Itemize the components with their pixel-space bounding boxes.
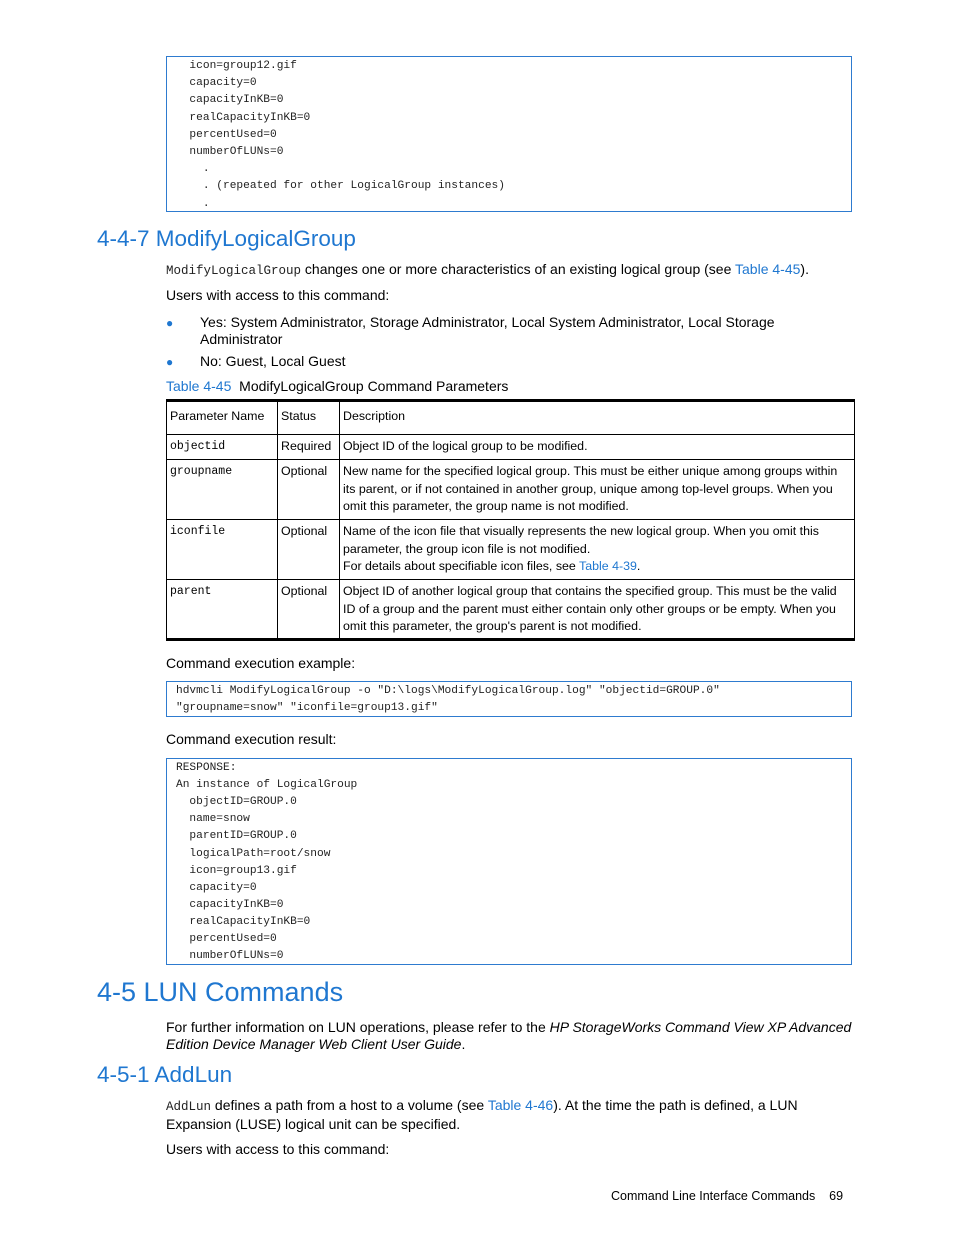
param-name: groupname: [167, 460, 278, 520]
param-name: parent: [167, 580, 278, 640]
section-heading-4-5-1: 4-5-1 AddLun: [97, 1062, 233, 1087]
code-line: . (repeated for other LogicalGroup instances): [176, 180, 505, 193]
param-description: Object ID of another logical group that contains the specified group. This must be the valid ID of a group and the parent must either contain only other groups or be empty. When you omit this parameter, the group's parent is not modified.: [340, 580, 855, 640]
param-status: Required: [278, 435, 340, 460]
param-status: Optional: [278, 460, 340, 520]
table-4-39-link[interactable]: Table 4-39: [579, 559, 637, 573]
table-row: [167, 520, 855, 580]
param-description: New name for the specified logical group. This must be either unique among groups within its parent, or if not contained in another group, unique among top-level groups. When you omit this parameter, the group name is not modified.: [340, 460, 855, 520]
code-line: .: [176, 163, 210, 176]
code-line: capacity=0: [176, 77, 257, 90]
guide-title-part1: HP StorageWorks Command View XP Advanced: [549, 1019, 852, 1035]
parameters-table: [166, 399, 855, 641]
example-code-block: [166, 681, 852, 717]
param-name: objectid: [167, 435, 278, 460]
top-code-block: [166, 56, 852, 212]
param-name: iconfile: [167, 520, 278, 580]
result-code-block: [166, 758, 852, 965]
addlun-text1: defines a path from a host to a volume (see: [211, 1097, 488, 1113]
bullet-dot: ●: [166, 355, 174, 369]
intro-end: ).: [800, 261, 809, 277]
note-text: For details about specifiable icon files, see: [343, 559, 580, 573]
table-row: [167, 580, 855, 640]
code-line: name=snow: [176, 813, 250, 826]
lun-intro-text: For further information on LUN operations, please refer to the: [166, 1019, 550, 1035]
code-line: percentUsed=0: [176, 933, 277, 945]
code-line: realCapacityInKB=0: [176, 111, 311, 124]
table-header-row: [167, 401, 855, 435]
code-line: objectID=GROUP.0: [176, 796, 297, 809]
bullet-dot: ●: [166, 316, 174, 330]
guide-title-part2: Edition Device Manager Web Client User Guide: [166, 1036, 462, 1052]
code-line: numberOfLUNs=0: [176, 146, 284, 158]
modify-intro-paragraph: [166, 261, 809, 280]
code-line: realCapacityInKB=0: [176, 915, 311, 928]
param-status: Optional: [278, 580, 340, 640]
param-description: Object ID of the logical group to be modified.: [340, 435, 855, 460]
example-label: Command execution example:: [166, 655, 356, 671]
table-4-45-link[interactable]: Table 4-45: [735, 261, 801, 277]
note-end: .: [636, 559, 641, 573]
table-caption-number: Table 4-45: [166, 378, 232, 394]
lun-intro-paragraph: [166, 1019, 866, 1053]
param-description-note: [343, 558, 851, 576]
section-heading-4-4-7: 4-4-7 ModifyLogicalGroup: [97, 226, 356, 251]
footer-title: Command Line Interface Commands: [611, 1189, 816, 1203]
code-line: RESPONSE:: [176, 762, 237, 774]
code-line: "groupname=snow" "iconfile=group13.gif": [176, 702, 438, 714]
table-caption: [166, 378, 508, 394]
param-status: Optional: [278, 520, 340, 580]
header-status: Status: [278, 401, 340, 435]
bullet-yes: Yes: System Administrator, Storage Administrator, Local System Administrator, Local Storage Administrator: [200, 314, 775, 347]
command-name: AddLun: [166, 1100, 212, 1114]
command-name: ModifyLogicalGroup: [166, 264, 302, 278]
code-line: .: [176, 197, 210, 210]
code-line: hdvmcli ModifyLogicalGroup -o "D:\logs\ModifyLogicalGroup.log" "objectid=GROUP.0": [176, 685, 720, 697]
intro-text: changes one or more characteristics of an existing logical group (see: [301, 261, 736, 277]
code-line: icon=group13.gif: [176, 864, 297, 877]
table-4-46-link[interactable]: Table 4-46: [487, 1097, 554, 1113]
addlun-paragraph: [166, 1097, 866, 1133]
users-access-label: Users with access to this command:: [166, 287, 390, 303]
addlun-text3: Expansion (LUSE) logical unit can be specified.: [166, 1116, 461, 1132]
bullet-no: No: Guest, Local Guest: [200, 353, 346, 369]
code-line: parentID=GROUP.0: [176, 830, 297, 843]
header-parameter-name: Parameter Name: [167, 401, 278, 435]
addlun-users-label: Users with access to this command:: [166, 1141, 390, 1157]
result-label: Command execution result:: [166, 731, 337, 747]
code-line: capacity=0: [176, 881, 257, 894]
param-description: Name of the icon file that visually represents the new logical group. When you omit this parameter, the group icon file is not modified.: [343, 524, 819, 556]
table-row: [167, 460, 855, 520]
addlun-text2: ). At the time the path is defined, a LUN: [553, 1097, 798, 1113]
header-description: Description: [340, 401, 855, 435]
code-line: capacityInKB=0: [176, 94, 284, 107]
table-caption-title: ModifyLogicalGroup Command Parameters: [239, 378, 509, 394]
code-line: icon=group12.gif: [176, 60, 297, 72]
table-row: [167, 435, 855, 460]
page-number: 69: [829, 1189, 844, 1203]
code-line: logicalPath=root/snow: [176, 847, 331, 860]
param-description-cell: [340, 520, 855, 580]
code-line: numberOfLUNs=0: [176, 950, 284, 963]
code-line: An instance of LogicalGroup: [176, 779, 358, 792]
code-line: percentUsed=0: [176, 128, 277, 141]
code-line: capacityInKB=0: [176, 898, 284, 911]
page-footer: [611, 1189, 843, 1203]
section-heading-4-5: 4-5 LUN Commands: [97, 977, 344, 1007]
lun-intro-end: .: [461, 1036, 466, 1052]
